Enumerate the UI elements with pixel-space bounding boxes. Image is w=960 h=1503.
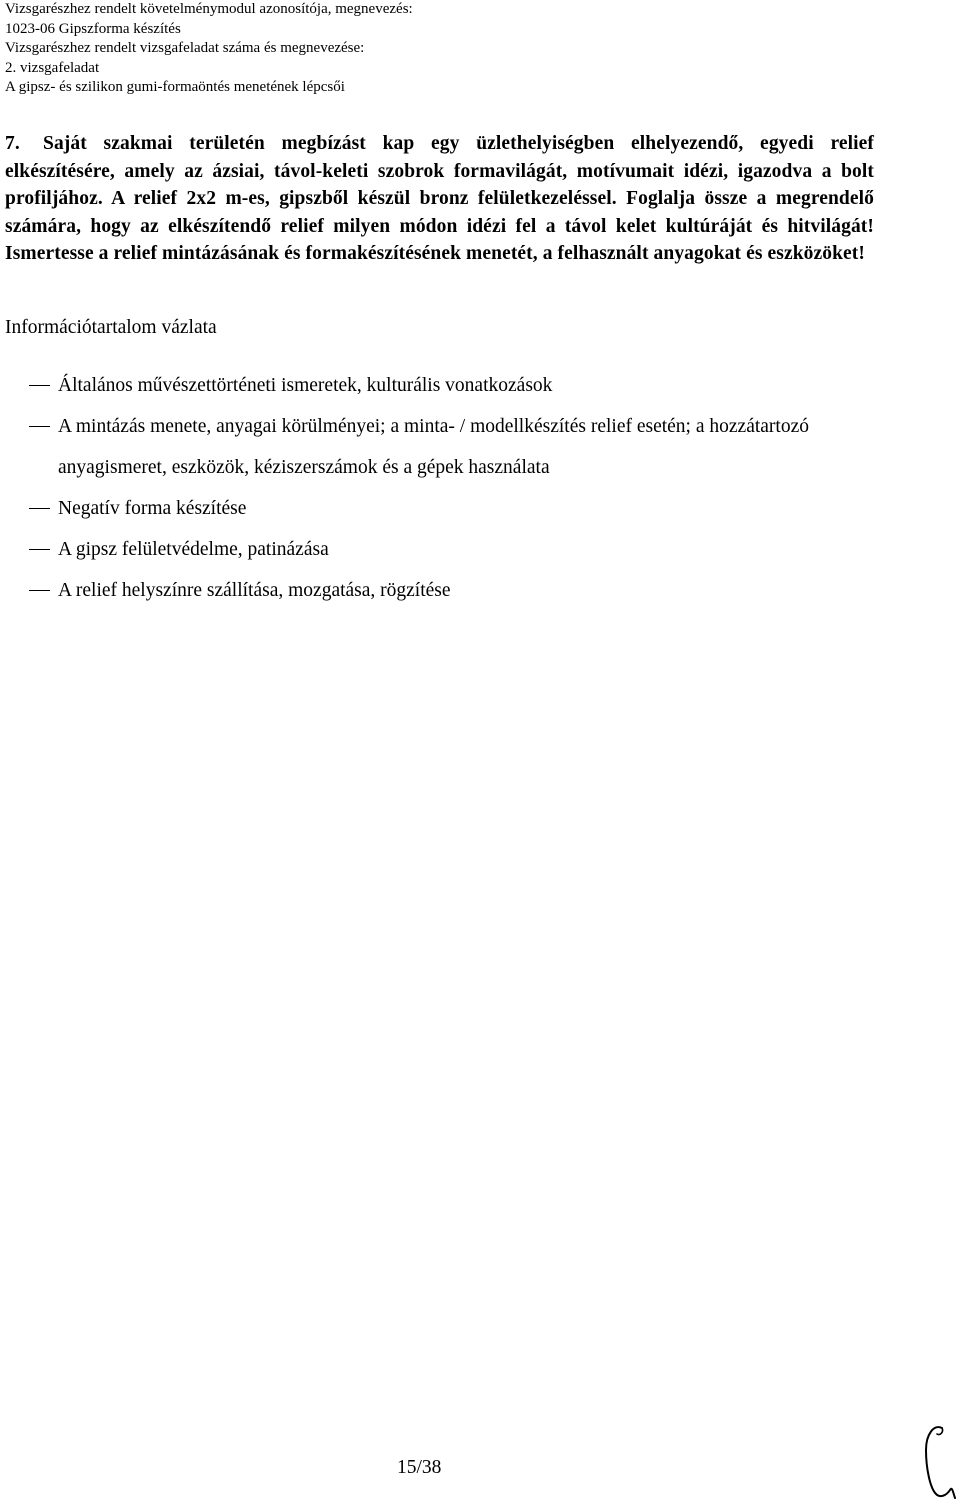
task-title: A gipsz- és szilikon gumi-formaöntés menetének lépcsői [5,79,345,95]
task-text: Saját szakmai területén megbízást kap egy üzlethelyiségben elhelyezendő, egyedi relief elkészítésére, amely az ázsiai, távol-keleti szobrok formavilágát, motívumait idézi, igazodva a bolt profiljához. A relief 2x2 m-es, gipszből készül bronz felületkezeléssel. Foglalja össze a megrendelő számára, hogy az elkészítendő relief milyen módon idézi fel a távol kelet kultúráját és hitvilágát! Ismertesse a relief mintázásának és formakészítésének menetét, a felhasznált anyagokat és eszközöket! [5,133,874,264]
list-item-text: A mintázás menete, anyagai körülményei; a minta- / modellkészítés relief esetén; a hozzátartozó anyagismeret, eszközök, kéziszerszámok és a gépek használata [58,416,809,478]
list-item [5,406,878,488]
module-value: 1023-06 Gipszforma készítés [5,20,181,37]
task-statement [5,130,874,268]
list-item-text: Negatív forma készítése [58,498,247,519]
list-item-text: A relief helyszínre szállítása, mozgatása, rögzítése [58,580,451,601]
task-label: Vizsgarészhez rendelt vizsgafeladat száma és megnevezése: [5,40,365,56]
dash-bullet-icon [29,590,50,591]
task-item-number: 7. [5,133,20,154]
list-item [5,488,878,529]
list-item [5,365,878,406]
info-list [5,365,878,611]
list-item-text: Általános művészettörténeti ismeretek, kulturális vonatkozások [58,375,553,396]
dash-bullet-icon [29,508,50,509]
module-label: Vizsgarészhez rendelt követelménymodul azonosítója, megnevezés: [5,1,413,17]
dash-bullet-icon [29,426,50,427]
info-heading: Információtartalom vázlata [5,317,217,338]
dash-bullet-icon [29,385,50,386]
list-item [5,570,878,611]
signature-icon [922,1420,956,1500]
document-header [5,0,413,98]
list-item-text: A gipsz felületvédelme, patinázása [58,539,329,560]
page-number: 15/38 [397,1457,442,1478]
dash-bullet-icon [29,549,50,550]
list-item [5,529,878,570]
task-number: 2. vizsgafeladat [5,59,100,76]
